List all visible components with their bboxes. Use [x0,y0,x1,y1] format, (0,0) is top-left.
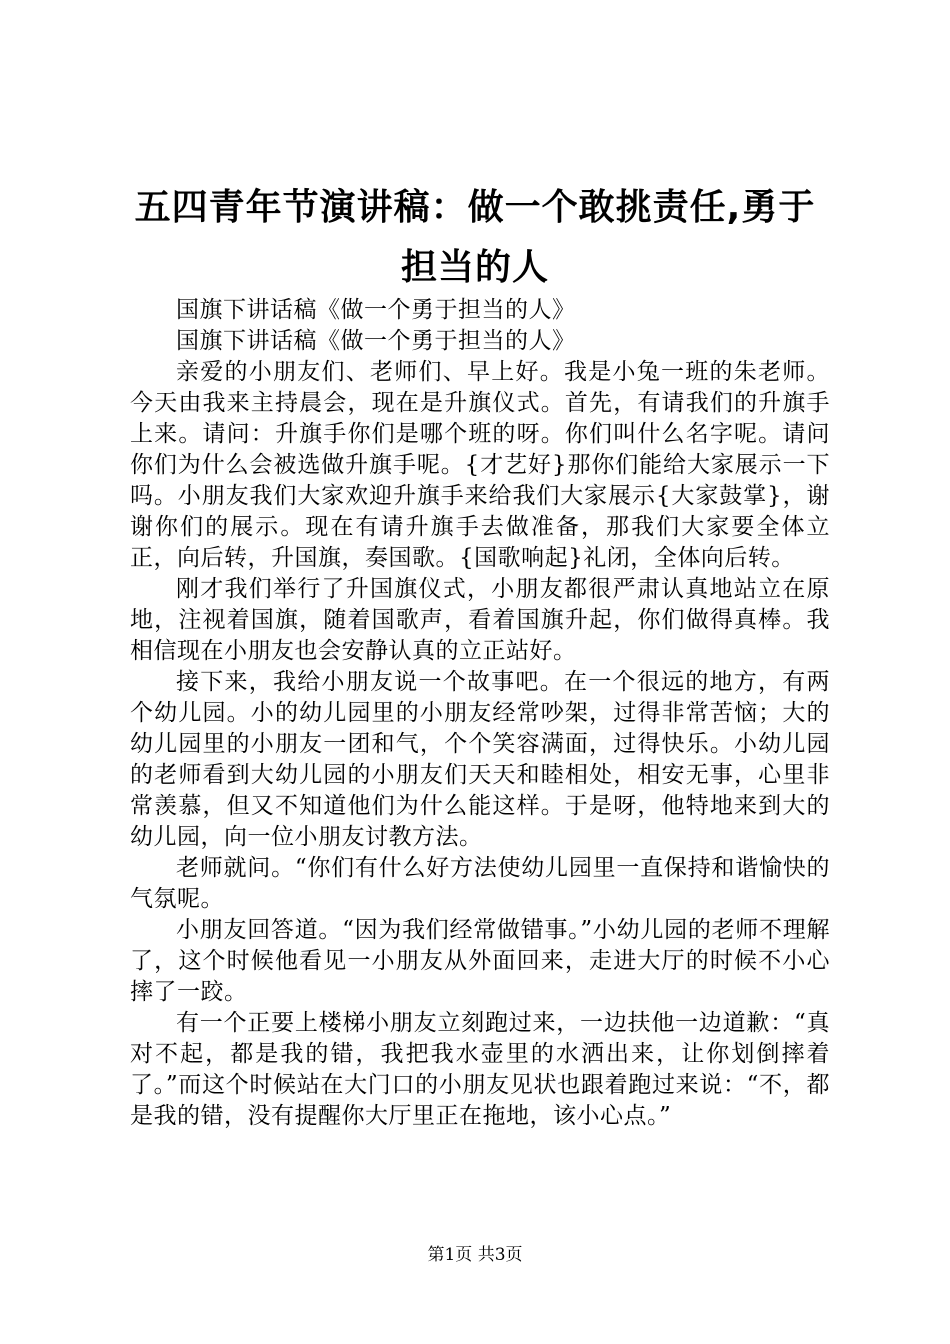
document-title: 五四青年节演讲稿：做一个敢挑责任,勇于担当的人 [134,187,816,288]
paragraph: 老师就问。“你们有什么好方法使幼儿园里一直保持和谐愉快的气氛呢。 [130,855,830,912]
paragraph: 有一个正要上楼梯小朋友立刻跑过来，一边扶他一边道歉：“真对不起，都是我的错，我把我水壶里的水洒出来，让你划倒摔着了。”而这个时候站在大门口的小朋友见状也跟着跑过来说：“不，都是我的错，没有提醒你大厅里正在拖地，该小心点。” [130,1010,830,1129]
paragraph: 接下来，我给小朋友说一个故事吧。在一个很远的地方，有两个幼儿园。小的幼儿园里的小朋友经常吵架，过得非常苦恼；大的幼儿园里的小朋友一团和气，个个笑容满面，过得快乐。小幼儿园的老师看到大幼儿园的小朋友们天天和睦相处，相安无事，心里非常羡慕，但又不知道他们为什么能这样。于是呀，他特地来到大的幼儿园，向一位小朋友讨教方法。 [130,669,830,850]
paragraph: 亲爱的小朋友们、老师们、早上好。我是小兔一班的朱老师。今天由我来主持晨会，现在是升旗仪式。首先，有请我们的升旗手上来。请问：升旗手你们是哪个班的呀。你们叫什么名字呢。请问你们为什么会被选做升旗手呢。{才艺好}那你们能给大家展示一下吗。小朋友我们大家欢迎升旗手来给我们大家展示{大家鼓掌}，谢谢你们的展示。现在有请升旗手去做准备，那我们大家要全体立正，向后转，升国旗，奏国歌。{国歌响起}礼闭，全体向后转。 [130,359,830,571]
paragraph: 国旗下讲话稿《做一个勇于担当的人》 [176,328,576,354]
paragraph: 国旗下讲话稿《做一个勇于担当的人》 [176,297,576,323]
paragraph: 小朋友回答道。“因为我们经常做错事。”小幼儿园的老师不理解了，这个时候他看见一小朋友从外面回来，走进大厅的时候不小心摔了一跤。 [130,917,830,1005]
page-number-footer: 第1页 共3页 [427,1245,523,1265]
paragraph: 刚才我们举行了升国旗仪式，小朋友都很严肃认真地站立在原地，注视着国旗，随着国歌声，看着国旗升起，你们做得真棒。我相信现在小朋友也会安静认真的立正站好。 [130,576,830,664]
document-body [130,295,830,1132]
